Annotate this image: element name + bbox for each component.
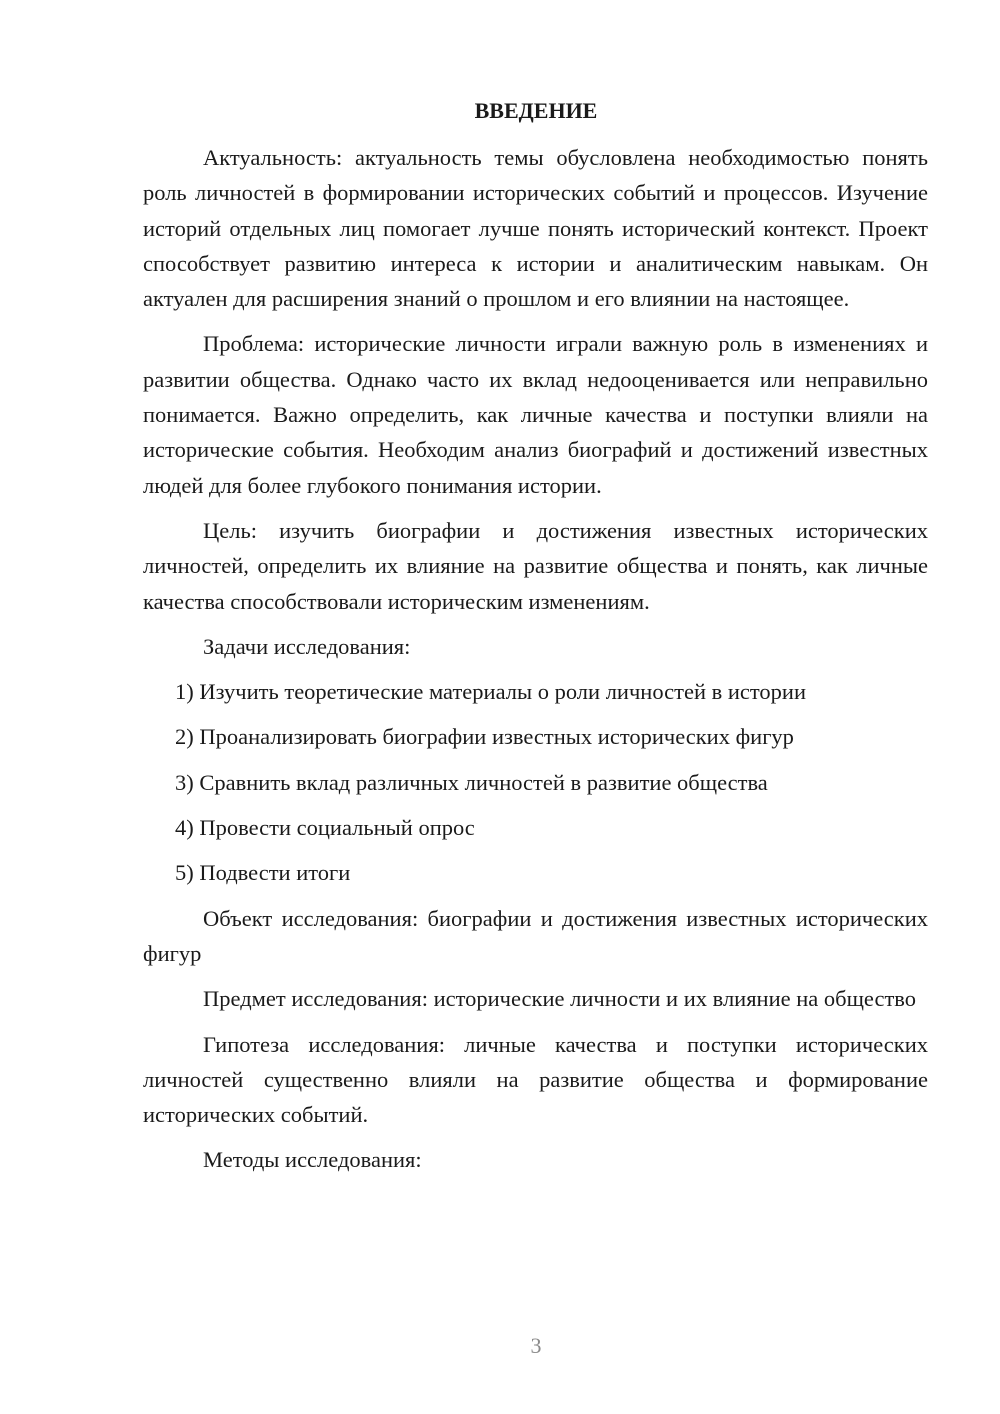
page-number: 3 [530, 1333, 542, 1358]
section-title: ВВЕДЕНИЕ [474, 98, 598, 123]
tasks-heading: Задачи исследования: [203, 633, 411, 659]
document-body [143, 140, 928, 1188]
tasks-list [143, 674, 928, 890]
list-item: 3) Сравнить вклад различных личностей в развитие общества [175, 769, 768, 795]
list-item: 1) Изучить теоретические материалы о роли личностей в истории [175, 679, 806, 705]
list-item: 2) Проанализировать биографии известных исторических фигур [175, 724, 794, 750]
subject-paragraph: Предмет исследования: исторические личности и их влияние на общество [203, 986, 917, 1012]
problem-paragraph: Проблема: исторические личности играли важную роль в изменениях и развитии общества. Однако часто их вклад недооценивается или неправильно понимается. Важно определить, как личные качества и поступки влияли на исторические события. Необходим анализ биографий и достижений известных людей для более глубокого понимания истории. [143, 331, 928, 498]
methods-heading: Методы исследования: [203, 1147, 422, 1173]
list-item: 4) Провести социальный опрос [175, 815, 475, 841]
list-item: 5) Подвести итоги [175, 860, 351, 886]
relevance-paragraph: Актуальность: актуальность темы обусловлена необходимостью понять роль личностей в формировании исторических событий и процессов. Изучение историй отдельных лиц помогает лучше понять исторический контекст. Проект способствует развитию интереса к истории и аналитическим навыкам. Он актуален для расширения знаний о прошлом и его влиянии на настоящее. [143, 145, 928, 312]
goal-paragraph: Цель: изучить биографии и достижения известных исторических личностей, определить их влияние на развитие общества и понять, как личные качества способствовали историческим изменениям. [143, 517, 928, 614]
hypothesis-paragraph: Гипотеза исследования: личные качества и поступки исторических личностей существенно влияли на развитие общества и формирование исторических событий. [143, 1031, 928, 1128]
object-paragraph: Объект исследования: биографии и достижения известных исторических фигур [143, 905, 928, 966]
